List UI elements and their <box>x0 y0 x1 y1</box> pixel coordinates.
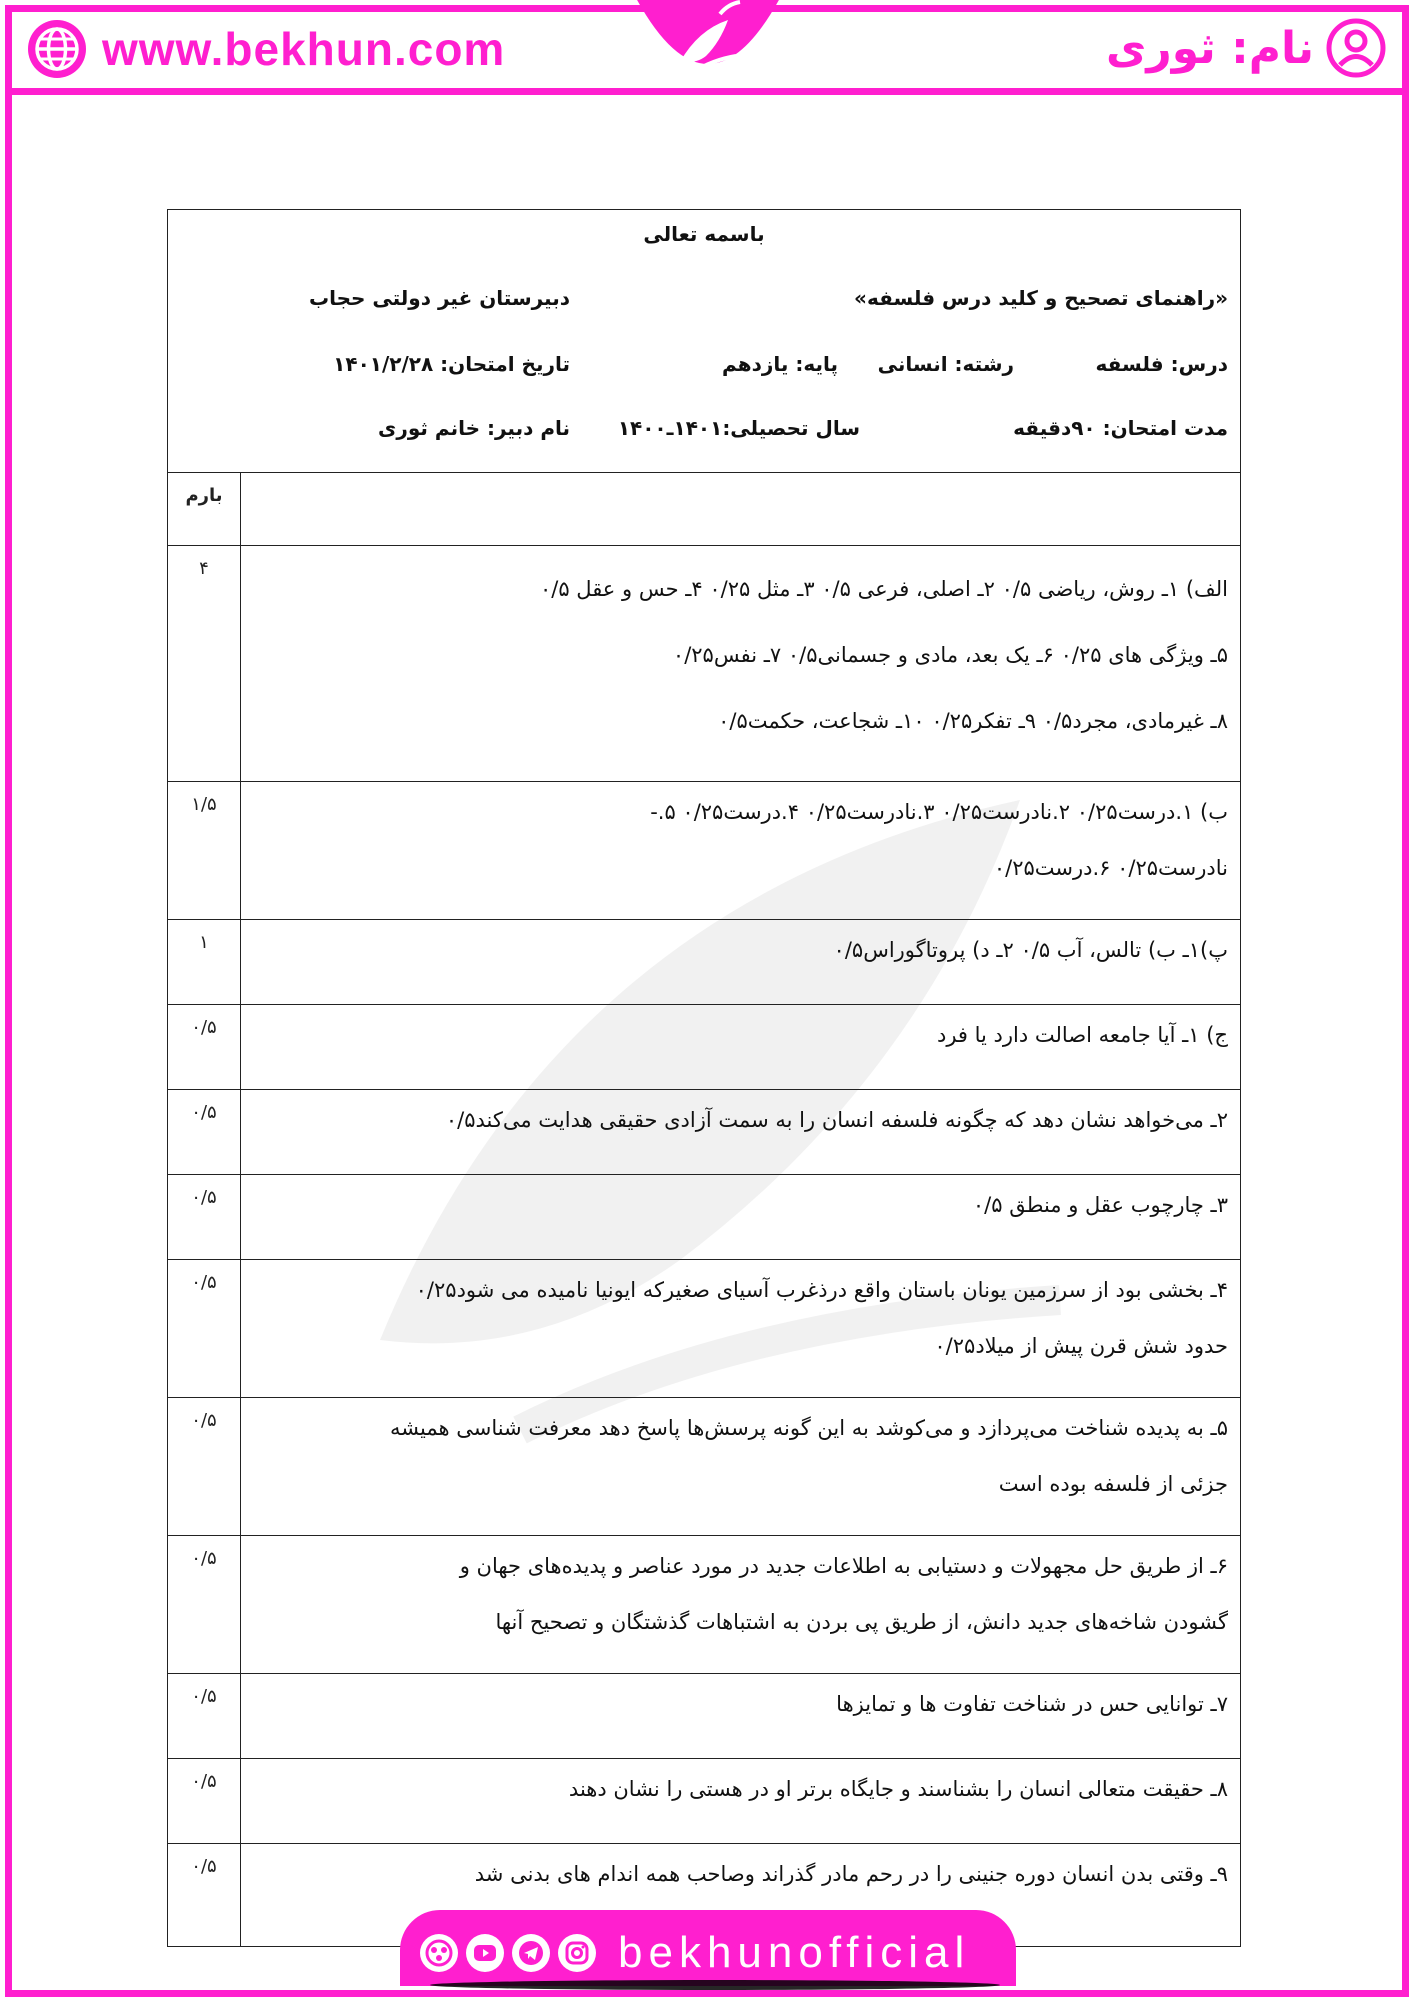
answer-row <box>168 1536 1241 1674</box>
answer-line: ۹ـ وقتی بدن انسان دوره جنینی را در رحم مادر گذراند وصاحب همه اندام های بدنی شد <box>474 1862 1228 1886</box>
user-icon <box>1326 18 1386 78</box>
score-cell: ۰/۵ <box>168 1536 241 1674</box>
exam-duration: مدت امتحان: ۹۰دقیقه <box>1013 416 1228 440</box>
student-name-label <box>1106 18 1386 78</box>
answer-row <box>168 1260 1241 1398</box>
answer-column-header <box>241 473 1241 546</box>
answer-text-cell <box>241 1260 1241 1398</box>
social-handle[interactable]: bekhunofficial <box>618 1928 971 1977</box>
score-cell: ۰/۵ <box>168 1759 241 1844</box>
name-text: نام: ثوری <box>1106 22 1314 74</box>
score-cell: ۴ <box>168 546 241 782</box>
castbox-icon[interactable] <box>420 1934 458 1972</box>
field-name: رشته: انسانی <box>877 352 1014 376</box>
answer-text-cell <box>241 546 1241 782</box>
exam-date: تاریخ امتحان: ۱۴۰۱/۲/۲۸ <box>333 352 570 376</box>
answer-row <box>168 1175 1241 1260</box>
answer-row <box>168 546 1241 782</box>
score-column-header: بارم <box>168 473 241 546</box>
score-cell: ۰/۵ <box>168 1674 241 1759</box>
youtube-icon[interactable] <box>466 1934 504 1972</box>
answer-text-cell <box>241 1674 1241 1759</box>
answer-line: حدود شش قرن پیش از میلاد۰/۲۵ <box>934 1334 1228 1358</box>
answer-row <box>168 1398 1241 1536</box>
answer-line: ۳ـ چارچوب عقل و منطق ۰/۵ <box>972 1193 1228 1217</box>
answer-line: گشودن شاخه‌های جدید دانش، از طریق پی بردن به اشتباهات گذشتگان و تصحیح آنها <box>495 1610 1228 1634</box>
answer-line: ۸ـ حقیقت متعالی انسان را بشناسند و جایگاه برتر او در هستی را نشان دهند <box>568 1777 1228 1801</box>
answer-text-cell <box>241 920 1241 1005</box>
answer-key-table <box>167 209 1241 1947</box>
answer-line: ۷ـ توانایی حس در شناخت تفاوت ها و تمایزها <box>836 1692 1228 1716</box>
answer-line: جزئی از فلسفه بوده است <box>998 1472 1228 1496</box>
answer-row <box>168 1090 1241 1175</box>
answer-text-cell <box>241 782 1241 920</box>
answer-line: ۵ـ ویژگی های ۰/۲۵ ۶ـ یک بعد، مادی و جسمانی۰/۵ ۷ـ نفس۰/۲۵ <box>672 643 1228 667</box>
exam-info-cell <box>168 210 1241 473</box>
answer-row <box>168 782 1241 920</box>
basmala: باسمه تعالی <box>643 222 765 246</box>
answer-line: نادرست۰/۲۵ ۶.درست۰/۲۵ <box>993 856 1228 880</box>
doc-title: «راهنمای تصحیح و کلید درس فلسفه» <box>854 286 1228 310</box>
answer-line: ج) ۱ـ آیا جامعه اصالت دارد یا فرد <box>936 1023 1228 1047</box>
answer-line: ۲ـ می‌خواهد نشان دهد که چگونه فلسفه انسان را به سمت آزادی حقیقی هدایت می‌کند۰/۵ <box>445 1108 1228 1132</box>
website-link[interactable] <box>26 18 505 80</box>
answer-line: ب) ۱.درست۰/۲۵ ۲.نادرست۰/۲۵ ۳.نادرست۰/۲۵ ۴.درست۰/۲۵ ۵.- <box>650 800 1228 824</box>
answer-line: پ)۱ـ ب) تالس، آب ۰/۵ ۲ـ د) پروتاگوراس۰/۵ <box>833 938 1228 962</box>
telegram-icon[interactable] <box>512 1934 550 1972</box>
school-name: دبیرستان غیر دولتی حجاب <box>309 286 570 310</box>
answer-rows <box>168 546 1241 1947</box>
school-year: سال تحصیلی:۱۴۰۱ـ۱۴۰۰ <box>617 416 860 440</box>
score-cell: ۱ <box>168 920 241 1005</box>
answer-line: الف) ۱ـ روش، ریاضی ۰/۵ ۲ـ اصلی، فرعی ۰/۵ ۳ـ مثل ۰/۲۵ ۴ـ حس و عقل ۰/۵ <box>539 577 1228 601</box>
instagram-icon[interactable] <box>558 1934 596 1972</box>
answer-text-cell <box>241 1759 1241 1844</box>
score-cell: ۰/۵ <box>168 1844 241 1947</box>
logo <box>636 0 780 100</box>
answer-row <box>168 1674 1241 1759</box>
score-cell: ۰/۵ <box>168 1005 241 1090</box>
answer-row <box>168 1759 1241 1844</box>
answer-row <box>168 920 1241 1005</box>
answer-text-cell <box>241 1090 1241 1175</box>
score-cell: ۰/۵ <box>168 1090 241 1175</box>
answer-text-cell <box>241 1536 1241 1674</box>
score-cell: ۰/۵ <box>168 1175 241 1260</box>
score-cell: ۰/۵ <box>168 1398 241 1536</box>
answer-line: ۸ـ غیرمادی، مجرد۰/۵ ۹ـ تفکر۰/۲۵ ۱۰ـ شجاعت، حکمت۰/۵ <box>718 709 1228 733</box>
answer-line: ۵ـ به پدیده شناخت می‌پردازد و می‌کوشد به این گونه پرسش‌ها پاسخ دهد معرفت شناسی همیشه <box>390 1416 1228 1440</box>
answer-line: ۴ـ بخشی بود از سرزمین یونان باستان واقع درذغرب آسیای صغیرکه ایونیا نامیده می شود۰/۲۵ <box>415 1278 1228 1302</box>
grade-level: پایه: یازدهم <box>722 352 838 376</box>
answer-row <box>168 1005 1241 1090</box>
column-header-row <box>168 473 1241 546</box>
answer-text-cell <box>241 1175 1241 1260</box>
website-text: www.bekhun.com <box>102 23 506 75</box>
course-name: درس: فلسفه <box>1095 352 1228 376</box>
answer-line: ۶ـ از طریق حل مجهولات و دستیابی به اطلاعات جدید در مورد عناصر و پدیده‌های جهان و <box>459 1554 1228 1578</box>
answer-text-cell <box>241 1005 1241 1090</box>
header-row <box>168 210 1241 473</box>
social-links <box>420 1925 970 1981</box>
answer-text-cell <box>241 1398 1241 1536</box>
score-cell: ۰/۵ <box>168 1260 241 1398</box>
teacher-name: نام دبیر: خانم ثوری <box>378 416 570 440</box>
globe-icon <box>26 18 88 80</box>
score-cell: ۱/۵ <box>168 782 241 920</box>
footer-shadow <box>430 1980 1000 1990</box>
